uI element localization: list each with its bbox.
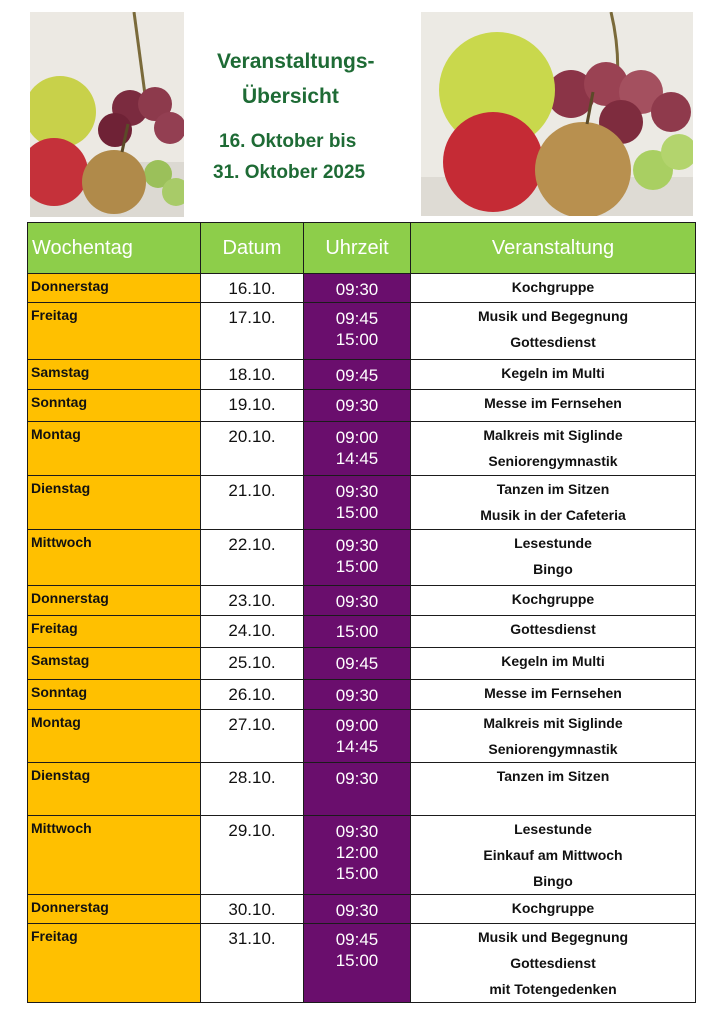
time-cell xyxy=(304,274,411,303)
event-name: Kochgruppe xyxy=(511,591,595,607)
table-row xyxy=(28,895,696,924)
date-cell: 29.10. xyxy=(201,816,304,895)
table-row xyxy=(28,924,696,1003)
date-cell: 23.10. xyxy=(201,586,304,616)
date-cell: 31.10. xyxy=(201,924,304,1003)
column-header-date: Datum xyxy=(201,223,304,274)
table-row xyxy=(28,816,696,895)
schedule-body xyxy=(28,274,696,1003)
event-name: Seniorengymnastik xyxy=(488,741,618,757)
event-cell xyxy=(411,680,696,710)
weekday-cell: Montag xyxy=(28,710,201,763)
date-cell: 21.10. xyxy=(201,476,304,530)
time-value: 09:30 xyxy=(335,901,379,920)
event-cell xyxy=(411,616,696,648)
weekday-cell: Freitag xyxy=(28,924,201,1003)
time-value: 15:00 xyxy=(335,622,379,641)
time-value: 15:00 xyxy=(335,864,379,883)
weekday-cell: Donnerstag xyxy=(28,586,201,616)
table-row xyxy=(28,586,696,616)
time-value: 09:30 xyxy=(335,769,379,788)
table-row xyxy=(28,680,696,710)
time-value: 15:00 xyxy=(335,557,379,576)
time-value: 09:30 xyxy=(335,482,379,501)
time-cell xyxy=(304,530,411,586)
column-header-time: Uhrzeit xyxy=(304,223,411,274)
time-value: 09:00 xyxy=(335,716,379,735)
event-name: Messe im Fernsehen xyxy=(484,395,622,411)
time-cell xyxy=(304,422,411,476)
event-name: Gottesdienst xyxy=(510,334,596,350)
event-name: Kochgruppe xyxy=(511,279,595,295)
event-name: Lesestunde xyxy=(514,535,592,551)
column-header-weekday: Wochentag xyxy=(28,223,201,274)
event-name: Kegeln im Multi xyxy=(501,653,605,669)
time-value: 09:30 xyxy=(335,592,379,611)
table-row xyxy=(28,616,696,648)
time-value: 09:30 xyxy=(335,396,379,415)
time-value: 15:00 xyxy=(335,951,379,970)
date-cell: 16.10. xyxy=(201,274,304,303)
weekday-cell: Sonntag xyxy=(28,680,201,710)
time-value: 09:30 xyxy=(335,822,379,841)
event-name: Tanzen im Sitzen xyxy=(496,768,610,784)
fruit-photo-right xyxy=(421,12,693,216)
date-cell: 25.10. xyxy=(201,648,304,680)
date-cell: 19.10. xyxy=(201,390,304,422)
table-row xyxy=(28,390,696,422)
event-name: Einkauf am Mittwoch xyxy=(483,847,623,863)
table-header-row xyxy=(28,223,696,274)
event-name: Bingo xyxy=(533,873,573,889)
event-name: mit Totengedenken xyxy=(489,981,617,997)
event-name: Kochgruppe xyxy=(511,900,595,916)
time-value: 09:45 xyxy=(335,366,379,385)
date-cell: 18.10. xyxy=(201,360,304,390)
event-name: Musik in der Cafeteria xyxy=(480,507,626,523)
table-row xyxy=(28,530,696,586)
time-value: 09:45 xyxy=(335,930,379,949)
event-name: Lesestunde xyxy=(514,821,592,837)
time-value: 14:45 xyxy=(335,737,379,756)
event-cell xyxy=(411,530,696,586)
time-value: 09:30 xyxy=(335,280,379,299)
time-value: 15:00 xyxy=(335,503,379,522)
time-cell xyxy=(304,360,411,390)
event-cell xyxy=(411,586,696,616)
table-row xyxy=(28,763,696,816)
weekday-cell: Dienstag xyxy=(28,763,201,816)
event-name: Bingo xyxy=(533,561,573,577)
event-name: Gottesdienst xyxy=(510,955,596,971)
period-line-2: 31. Oktober 2025 xyxy=(213,162,366,183)
event-cell xyxy=(411,648,696,680)
time-value: 09:45 xyxy=(335,309,379,328)
event-cell xyxy=(411,476,696,530)
weekday-cell: Mittwoch xyxy=(28,530,201,586)
weekday-cell: Samstag xyxy=(28,648,201,680)
event-name: Seniorengymnastik xyxy=(488,453,618,469)
date-cell: 17.10. xyxy=(201,303,304,360)
time-value: 12:00 xyxy=(335,843,379,862)
weekday-cell: Freitag xyxy=(28,616,201,648)
date-cell: 28.10. xyxy=(201,763,304,816)
period-line-1: 16. Oktober bis xyxy=(219,131,357,152)
time-cell xyxy=(304,680,411,710)
table-row xyxy=(28,710,696,763)
event-cell xyxy=(411,303,696,360)
weekday-cell: Mittwoch xyxy=(28,816,201,895)
date-cell: 24.10. xyxy=(201,616,304,648)
event-name: Messe im Fernsehen xyxy=(484,685,622,701)
time-cell xyxy=(304,390,411,422)
table-row xyxy=(28,360,696,390)
time-value: 15:00 xyxy=(335,330,379,349)
fruit-photo-left xyxy=(30,12,184,217)
event-cell xyxy=(411,710,696,763)
time-value: 14:45 xyxy=(335,449,379,468)
table-row xyxy=(28,648,696,680)
weekday-cell: Sonntag xyxy=(28,390,201,422)
time-cell xyxy=(304,924,411,1003)
time-cell xyxy=(304,816,411,895)
date-cell: 27.10. xyxy=(201,710,304,763)
event-cell xyxy=(411,360,696,390)
event-name: Malkreis mit Siglinde xyxy=(483,427,623,443)
time-value: 09:30 xyxy=(335,536,379,555)
event-name: Gottesdienst xyxy=(510,621,596,637)
time-cell xyxy=(304,648,411,680)
event-name: Malkreis mit Siglinde xyxy=(483,715,623,731)
date-cell: 20.10. xyxy=(201,422,304,476)
time-cell xyxy=(304,710,411,763)
column-header-event: Veranstaltung xyxy=(411,223,696,274)
time-cell xyxy=(304,303,411,360)
time-cell xyxy=(304,895,411,924)
title-line-1: Veranstaltungs- xyxy=(217,50,375,73)
time-cell xyxy=(304,763,411,816)
table-row xyxy=(28,274,696,303)
time-cell xyxy=(304,476,411,530)
date-cell: 30.10. xyxy=(201,895,304,924)
event-cell xyxy=(411,390,696,422)
weekday-cell: Dienstag xyxy=(28,476,201,530)
time-cell xyxy=(304,586,411,616)
weekday-cell: Donnerstag xyxy=(28,895,201,924)
event-cell xyxy=(411,763,696,816)
title-line-2: Übersicht xyxy=(242,85,339,108)
event-cell xyxy=(411,816,696,895)
time-value: 09:45 xyxy=(335,654,379,673)
table-row xyxy=(28,303,696,360)
weekday-cell: Freitag xyxy=(28,303,201,360)
weekday-cell: Montag xyxy=(28,422,201,476)
table-row xyxy=(28,422,696,476)
date-cell: 26.10. xyxy=(201,680,304,710)
event-name: Kegeln im Multi xyxy=(501,365,605,381)
time-value: 09:00 xyxy=(335,428,379,447)
weekday-cell: Donnerstag xyxy=(28,274,201,303)
event-name: Musik und Begegnung xyxy=(477,308,629,324)
event-cell xyxy=(411,895,696,924)
event-cell xyxy=(411,274,696,303)
event-name: Musik und Begegnung xyxy=(477,929,629,945)
event-cell xyxy=(411,924,696,1003)
date-cell: 22.10. xyxy=(201,530,304,586)
weekday-cell: Samstag xyxy=(28,360,201,390)
event-cell xyxy=(411,422,696,476)
time-cell xyxy=(304,616,411,648)
time-value: 09:30 xyxy=(335,686,379,705)
table-row xyxy=(28,476,696,530)
event-name: Tanzen im Sitzen xyxy=(496,481,610,497)
schedule-table xyxy=(27,222,696,1003)
